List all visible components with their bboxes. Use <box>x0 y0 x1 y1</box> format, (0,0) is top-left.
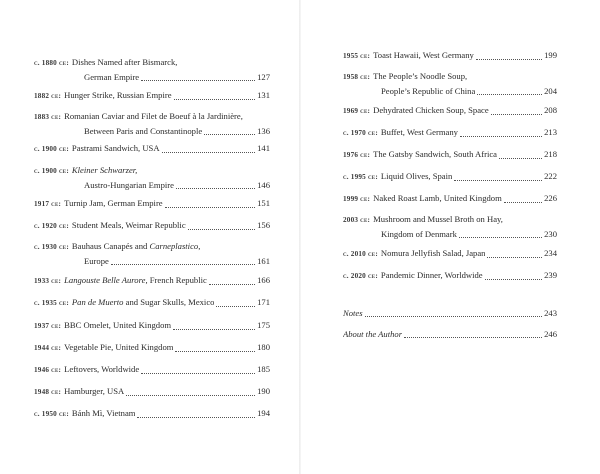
entry-title: Bánh Mì, Vietnam <box>71 408 136 418</box>
entry-title-part: , <box>198 241 201 251</box>
toc-entry[interactable] <box>34 340 270 355</box>
dot-leader <box>173 328 255 330</box>
toc-entry[interactable] <box>34 318 270 333</box>
toc-entry-about-author[interactable] <box>343 327 557 341</box>
entry-title: The People’s Noodle Soup, <box>373 71 468 81</box>
entry-year: c. 1995 ce: <box>343 173 378 181</box>
entry-page: 136 <box>257 126 270 136</box>
entry-page: 131 <box>257 90 270 100</box>
entry-title-cont: Austro-Hungarian Empire <box>84 180 174 190</box>
entry-page: 190 <box>257 386 270 396</box>
toc-entry[interactable] <box>34 273 270 288</box>
entry-page: 213 <box>544 127 557 137</box>
toc-entry[interactable] <box>34 406 270 421</box>
entry-title: Student Meals, Weimar Republic <box>71 220 186 230</box>
dot-leader <box>487 256 542 258</box>
toc-entry[interactable] <box>343 268 557 283</box>
dot-leader <box>460 135 542 137</box>
dot-leader <box>111 263 255 265</box>
dot-leader <box>175 350 255 352</box>
toc-entry[interactable] <box>343 169 557 184</box>
entry-page: 171 <box>257 297 270 307</box>
toc-entry[interactable] <box>34 362 270 377</box>
entry-title: Pandemic Dinner, Worldwide <box>380 270 483 280</box>
entry-page: 141 <box>257 143 270 153</box>
entry-title-cont: People’s Republic of China <box>381 86 476 96</box>
dot-leader <box>504 201 542 203</box>
entry-page: 151 <box>257 198 270 208</box>
entry-title-cont: Between Paris and Constantinople <box>84 126 203 136</box>
entry-title: Vegetable Pie, United Kingdom <box>64 342 174 352</box>
entry-title-italic: Langouste Belle Aurore <box>64 275 146 285</box>
toc-entry-notes[interactable] <box>343 306 557 320</box>
dot-leader <box>485 278 543 280</box>
entry-year: 1948 ce: <box>34 388 62 396</box>
entry-page: 166 <box>257 275 270 285</box>
dot-leader <box>476 58 542 60</box>
entry-page: 180 <box>257 342 270 352</box>
entry-page: 226 <box>544 193 557 203</box>
toc-entry[interactable] <box>343 103 557 118</box>
dot-leader <box>165 206 255 208</box>
entry-title: Romanian Caviar and Filet de Boeuf à la Jardinière, <box>64 111 243 121</box>
entry-title: About the Author <box>343 329 403 339</box>
entry-year: 1946 ce: <box>34 366 62 374</box>
dot-leader <box>204 133 255 135</box>
toc-entry[interactable] <box>34 163 270 192</box>
dot-leader <box>141 79 255 81</box>
entry-year: c. 1900 ce: <box>34 145 69 153</box>
entry-title: Pastrami Sandwich, USA <box>71 143 160 153</box>
entry-title: Liquid Olives, Spain <box>380 171 453 181</box>
entry-title: Naked Roast Lamb, United Kingdom <box>373 193 502 203</box>
entry-title: Dehydrated Chicken Soup, Space <box>373 105 489 115</box>
entry-title-italic: Pan de Muerto <box>71 297 124 307</box>
entry-page: 161 <box>257 256 270 266</box>
dot-leader <box>491 113 542 115</box>
entry-year: c. 2020 ce: <box>343 272 378 280</box>
entry-page: 146 <box>257 180 270 190</box>
entry-page: 222 <box>544 171 557 181</box>
entry-year: 1969 ce: <box>343 107 371 115</box>
toc-entry[interactable] <box>343 147 557 162</box>
entry-year: 1883 ce: <box>34 113 62 121</box>
entry-page: 127 <box>257 72 270 82</box>
entry-title: Notes <box>343 308 363 318</box>
toc-entry[interactable] <box>34 109 270 138</box>
toc-entry[interactable] <box>34 196 270 211</box>
dot-leader <box>188 228 255 230</box>
entry-page: 218 <box>544 149 557 159</box>
dot-leader <box>477 93 542 95</box>
entry-year: c. 1900 ce: <box>34 167 69 175</box>
toc-entry[interactable] <box>343 246 557 261</box>
entry-year: 1933 ce: <box>34 277 62 285</box>
toc-entry[interactable] <box>343 69 557 98</box>
toc-entry[interactable] <box>343 125 557 140</box>
entry-page: 175 <box>257 320 270 330</box>
toc-entry[interactable] <box>34 218 270 233</box>
toc-entry[interactable] <box>343 212 557 241</box>
entry-year: c. 1970 ce: <box>343 129 378 137</box>
dot-leader <box>137 416 255 418</box>
entry-title-cont: German Empire <box>84 72 140 82</box>
entry-title <box>72 295 215 309</box>
entry-page: 239 <box>544 270 557 280</box>
entry-year: 2003 ce: <box>343 216 371 224</box>
entry-page: 199 <box>544 50 557 60</box>
entry-year: 1937 ce: <box>34 322 62 330</box>
entry-title: Turnip Jam, German Empire <box>64 198 163 208</box>
entry-year: c. 1880 ce: <box>34 59 69 67</box>
toc-entry[interactable] <box>34 295 270 310</box>
entry-year: 1882 ce: <box>34 92 62 100</box>
entry-title: BBC Omelet, United Kingdom <box>64 320 172 330</box>
dot-leader <box>216 305 255 307</box>
entry-page: 234 <box>544 248 557 258</box>
entry-year: 1999 ce: <box>343 195 371 203</box>
dot-leader <box>141 372 255 374</box>
entry-title-part: and Sugar Skulls, Mexico <box>123 297 215 307</box>
entry-title: Hunger Strike, Russian Empire <box>64 90 172 100</box>
toc-entry[interactable] <box>34 88 270 103</box>
entry-page: 243 <box>544 308 557 318</box>
entry-page: 156 <box>257 220 270 230</box>
entry-title-cont: Europe <box>84 256 109 266</box>
dot-leader <box>365 315 543 317</box>
entry-year: c. 2010 ce: <box>343 250 378 258</box>
toc-entry[interactable] <box>343 48 557 63</box>
toc-entry[interactable] <box>34 384 270 399</box>
entry-page: 204 <box>544 86 557 96</box>
entry-year: 1944 ce: <box>34 344 62 352</box>
entry-year: c. 1935 ce: <box>34 299 69 307</box>
entry-title: Toast Hawaii, West Germany <box>373 50 474 60</box>
entry-page: 246 <box>544 329 557 339</box>
entry-title <box>64 273 207 287</box>
entry-title-cont: Kingdom of Denmark <box>381 229 457 239</box>
entry-year: c. 1950 ce: <box>34 410 69 418</box>
dot-leader <box>176 187 255 189</box>
entry-year: 1917 ce: <box>34 200 62 208</box>
entry-title <box>72 239 200 253</box>
dot-leader <box>499 157 542 159</box>
dot-leader <box>209 283 255 285</box>
dot-leader <box>454 179 542 181</box>
entry-title: The Gatsby Sandwich, South Africa <box>373 149 497 159</box>
toc-entry[interactable] <box>34 55 270 84</box>
dot-leader <box>174 98 256 100</box>
entry-title: Hamburger, USA <box>64 386 125 396</box>
entry-page: 208 <box>544 105 557 115</box>
page-gutter <box>299 0 301 474</box>
entry-year: 1958 ce: <box>343 73 371 81</box>
entry-title-part: , French Republic <box>145 275 207 285</box>
entry-title-part: Bauhaus Canapés and <box>71 241 150 251</box>
dot-leader <box>404 336 542 338</box>
entry-title: Leftovers, Worldwide <box>64 364 140 374</box>
toc-entry[interactable] <box>343 191 557 206</box>
dot-leader <box>126 394 255 396</box>
entry-page: 230 <box>544 229 557 239</box>
toc-entry[interactable] <box>34 141 270 156</box>
entry-title: Kleiner Schwarzer, <box>71 165 138 175</box>
entry-page: 185 <box>257 364 270 374</box>
entry-title: Mushroom and Mussel Broth on Hay, <box>373 214 503 224</box>
dot-leader <box>459 236 542 238</box>
entry-title-italic: Carneplastico <box>149 241 199 251</box>
entry-year: c. 1920 ce: <box>34 222 69 230</box>
dot-leader <box>162 151 256 153</box>
entry-year: 1976 ce: <box>343 151 371 159</box>
entry-title: Buffet, West Germany <box>380 127 458 137</box>
entry-title: Nomura Jellyfish Salad, Japan <box>380 248 486 258</box>
entry-year: 1955 ce: <box>343 52 371 60</box>
entry-title: Dishes Named after Bismarck, <box>71 57 178 67</box>
entry-page: 194 <box>257 408 270 418</box>
entry-year: c. 1930 ce: <box>34 243 69 251</box>
toc-entry[interactable] <box>34 239 270 268</box>
